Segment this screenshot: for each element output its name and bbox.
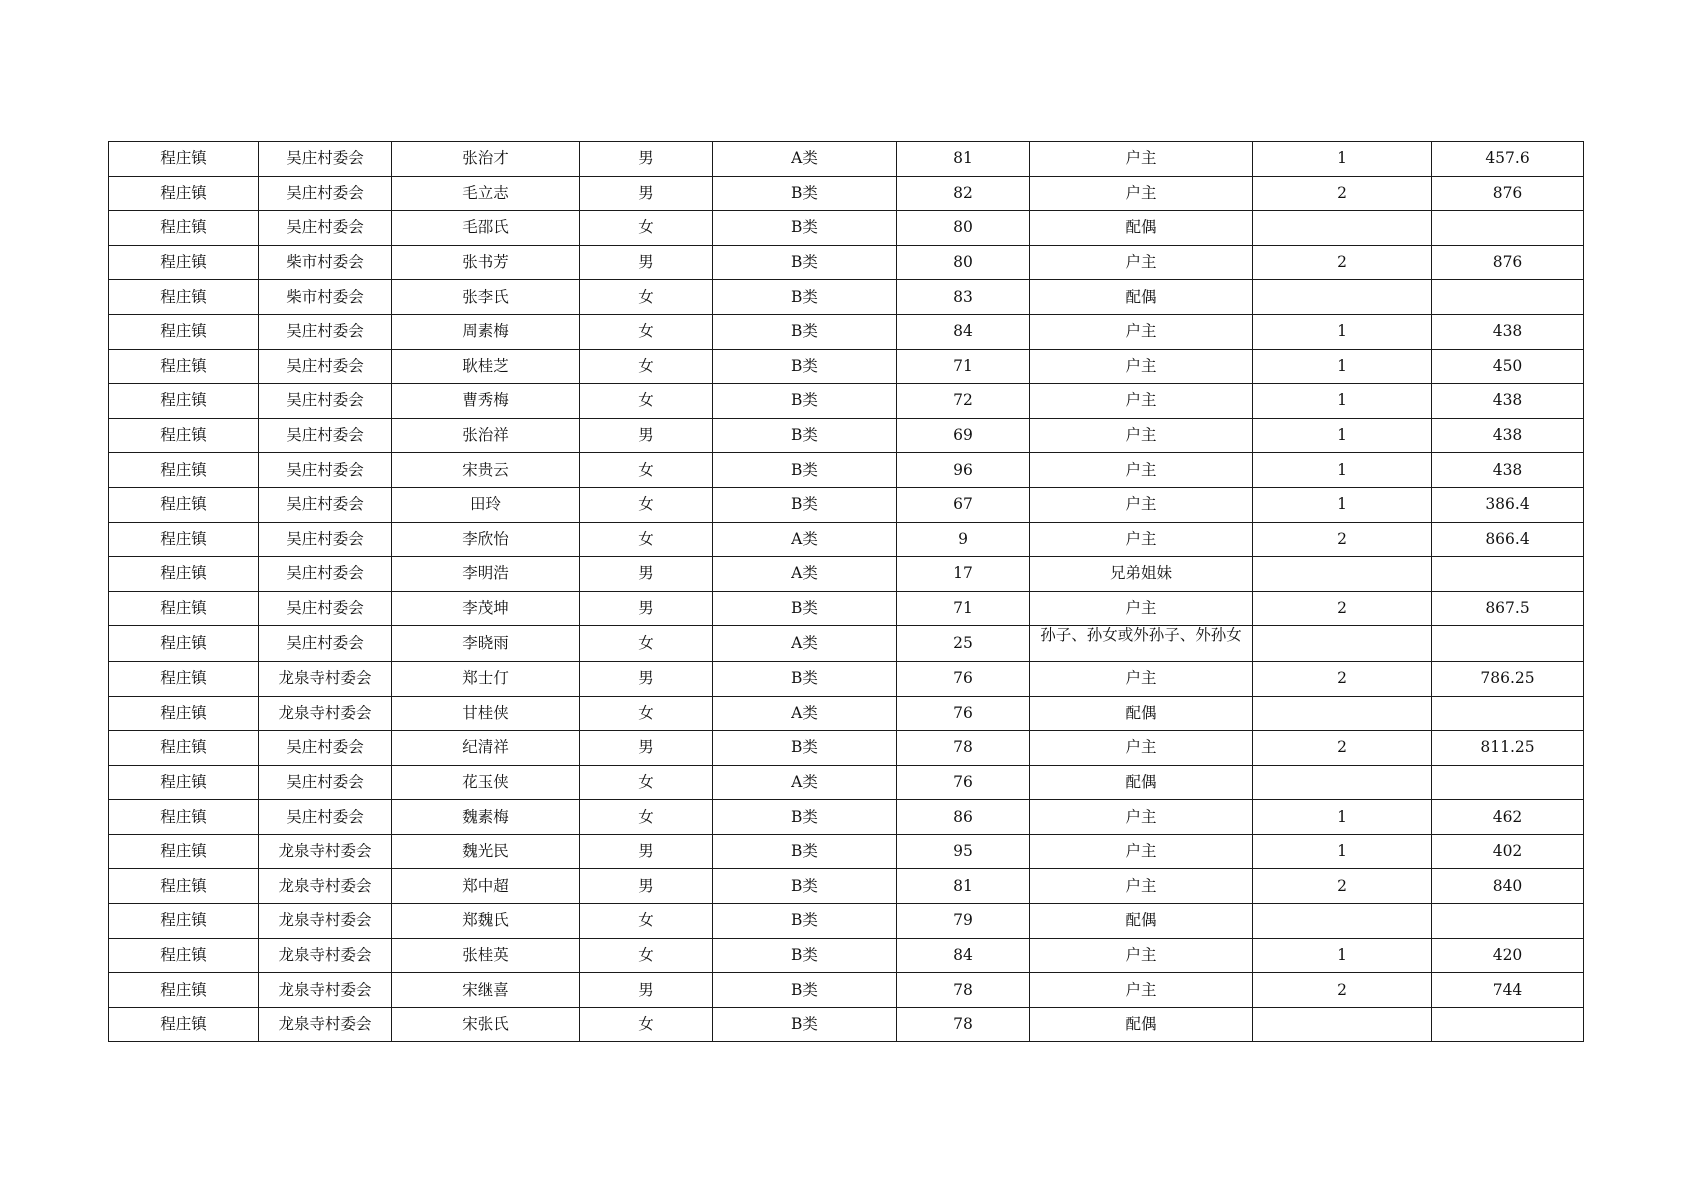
category-cell: A类 <box>713 626 897 662</box>
category-cell: B类 <box>713 834 897 869</box>
gender-cell: 女 <box>580 280 713 315</box>
amount-cell: 438 <box>1432 453 1584 488</box>
gender-cell: 男 <box>580 834 713 869</box>
category-cell: A类 <box>713 142 897 177</box>
town-cell: 程庄镇 <box>109 453 259 488</box>
gender-cell: 男 <box>580 661 713 696</box>
gender-cell: 女 <box>580 314 713 349</box>
table-row <box>109 522 1584 557</box>
relation-cell: 配偶 <box>1030 696 1253 731</box>
category-cell: B类 <box>713 731 897 766</box>
amount-cell: 420 <box>1432 938 1584 973</box>
gender-cell: 女 <box>580 765 713 800</box>
age-cell: 79 <box>897 904 1030 939</box>
gender-cell: 男 <box>580 245 713 280</box>
amount-cell: 866.4 <box>1432 522 1584 557</box>
name-cell: 宋贵云 <box>392 453 580 488</box>
name-cell: 宋张氏 <box>392 1007 580 1042</box>
household-size-cell: 1 <box>1253 384 1432 419</box>
gender-cell: 男 <box>580 973 713 1008</box>
category-cell: A类 <box>713 557 897 592</box>
age-cell: 81 <box>897 142 1030 177</box>
name-cell: 张治才 <box>392 142 580 177</box>
age-cell: 95 <box>897 834 1030 869</box>
gender-cell: 女 <box>580 800 713 835</box>
category-cell: B类 <box>713 176 897 211</box>
age-cell: 71 <box>897 349 1030 384</box>
relation-cell: 户主 <box>1030 591 1253 626</box>
gender-cell: 女 <box>580 384 713 419</box>
household-size-cell: 1 <box>1253 834 1432 869</box>
gender-cell: 男 <box>580 869 713 904</box>
category-cell: A类 <box>713 765 897 800</box>
age-cell: 86 <box>897 800 1030 835</box>
gender-cell: 女 <box>580 522 713 557</box>
age-cell: 82 <box>897 176 1030 211</box>
amount-cell <box>1432 904 1584 939</box>
amount-cell: 438 <box>1432 418 1584 453</box>
amount-cell: 811.25 <box>1432 731 1584 766</box>
relation-cell: 配偶 <box>1030 765 1253 800</box>
name-cell: 张桂英 <box>392 938 580 973</box>
gender-cell: 男 <box>580 591 713 626</box>
table-row <box>109 142 1584 177</box>
town-cell: 程庄镇 <box>109 522 259 557</box>
household-size-cell: 2 <box>1253 731 1432 766</box>
age-cell: 78 <box>897 731 1030 766</box>
household-size-cell <box>1253 904 1432 939</box>
town-cell: 程庄镇 <box>109 384 259 419</box>
table-row <box>109 869 1584 904</box>
age-cell: 67 <box>897 487 1030 522</box>
name-cell: 张治祥 <box>392 418 580 453</box>
household-size-cell <box>1253 1007 1432 1042</box>
relation-cell: 户主 <box>1030 384 1253 419</box>
age-cell: 9 <box>897 522 1030 557</box>
category-cell: B类 <box>713 800 897 835</box>
town-cell: 程庄镇 <box>109 869 259 904</box>
household-size-cell: 2 <box>1253 973 1432 1008</box>
village-committee-cell: 龙泉寺村委会 <box>259 696 392 731</box>
table-row <box>109 349 1584 384</box>
household-size-cell <box>1253 280 1432 315</box>
household-size-cell: 1 <box>1253 314 1432 349</box>
name-cell: 甘桂侠 <box>392 696 580 731</box>
category-cell: B类 <box>713 418 897 453</box>
amount-cell: 786.25 <box>1432 661 1584 696</box>
village-committee-cell: 龙泉寺村委会 <box>259 869 392 904</box>
gender-cell: 女 <box>580 211 713 246</box>
table-row <box>109 418 1584 453</box>
gender-cell: 女 <box>580 453 713 488</box>
name-cell: 曹秀梅 <box>392 384 580 419</box>
age-cell: 72 <box>897 384 1030 419</box>
relation-cell: 户主 <box>1030 176 1253 211</box>
town-cell: 程庄镇 <box>109 661 259 696</box>
amount-cell: 450 <box>1432 349 1584 384</box>
age-cell: 17 <box>897 557 1030 592</box>
table-row <box>109 1007 1584 1042</box>
category-cell: B类 <box>713 349 897 384</box>
table-row <box>109 245 1584 280</box>
town-cell: 程庄镇 <box>109 731 259 766</box>
amount-cell <box>1432 765 1584 800</box>
town-cell: 程庄镇 <box>109 314 259 349</box>
gender-cell: 女 <box>580 938 713 973</box>
category-cell: B类 <box>713 487 897 522</box>
name-cell: 郑士仃 <box>392 661 580 696</box>
village-committee-cell: 龙泉寺村委会 <box>259 904 392 939</box>
age-cell: 25 <box>897 626 1030 662</box>
table-row <box>109 626 1584 662</box>
village-committee-cell: 吴庄村委会 <box>259 418 392 453</box>
category-cell: B类 <box>713 869 897 904</box>
table-row <box>109 731 1584 766</box>
relation-cell: 户主 <box>1030 142 1253 177</box>
amount-cell <box>1432 280 1584 315</box>
age-cell: 76 <box>897 765 1030 800</box>
town-cell: 程庄镇 <box>109 557 259 592</box>
category-cell: B类 <box>713 384 897 419</box>
name-cell: 宋继喜 <box>392 973 580 1008</box>
town-cell: 程庄镇 <box>109 176 259 211</box>
town-cell: 程庄镇 <box>109 245 259 280</box>
village-committee-cell: 柴市村委会 <box>259 245 392 280</box>
village-committee-cell: 吴庄村委会 <box>259 384 392 419</box>
relation-cell: 户主 <box>1030 731 1253 766</box>
village-committee-cell: 吴庄村委会 <box>259 800 392 835</box>
household-size-cell: 1 <box>1253 142 1432 177</box>
gender-cell: 男 <box>580 142 713 177</box>
town-cell: 程庄镇 <box>109 834 259 869</box>
town-cell: 程庄镇 <box>109 487 259 522</box>
village-committee-cell: 龙泉寺村委会 <box>259 938 392 973</box>
town-cell: 程庄镇 <box>109 800 259 835</box>
category-cell: B类 <box>713 904 897 939</box>
amount-cell: 867.5 <box>1432 591 1584 626</box>
table-row <box>109 176 1584 211</box>
relation-cell: 兄弟姐妹 <box>1030 557 1253 592</box>
household-size-cell: 2 <box>1253 245 1432 280</box>
age-cell: 84 <box>897 314 1030 349</box>
name-cell: 花玉侠 <box>392 765 580 800</box>
table-row <box>109 280 1584 315</box>
household-size-cell: 2 <box>1253 661 1432 696</box>
village-committee-cell: 吴庄村委会 <box>259 626 392 662</box>
household-size-cell: 2 <box>1253 522 1432 557</box>
amount-cell <box>1432 211 1584 246</box>
household-size-cell: 1 <box>1253 418 1432 453</box>
name-cell: 李茂坤 <box>392 591 580 626</box>
amount-cell: 462 <box>1432 800 1584 835</box>
table-row <box>109 384 1584 419</box>
town-cell: 程庄镇 <box>109 418 259 453</box>
gender-cell: 女 <box>580 626 713 662</box>
household-size-cell: 1 <box>1253 938 1432 973</box>
town-cell: 程庄镇 <box>109 349 259 384</box>
age-cell: 84 <box>897 938 1030 973</box>
village-committee-cell: 吴庄村委会 <box>259 349 392 384</box>
table-row <box>109 453 1584 488</box>
category-cell: B类 <box>713 211 897 246</box>
category-cell: B类 <box>713 591 897 626</box>
household-size-cell: 1 <box>1253 453 1432 488</box>
town-cell: 程庄镇 <box>109 211 259 246</box>
household-size-cell: 2 <box>1253 591 1432 626</box>
village-committee-cell: 吴庄村委会 <box>259 765 392 800</box>
name-cell: 魏光民 <box>392 834 580 869</box>
household-size-cell: 1 <box>1253 349 1432 384</box>
amount-cell <box>1432 557 1584 592</box>
village-committee-cell: 吴庄村委会 <box>259 176 392 211</box>
household-size-cell <box>1253 211 1432 246</box>
amount-cell: 386.4 <box>1432 487 1584 522</box>
village-committee-cell: 吴庄村委会 <box>259 211 392 246</box>
amount-cell: 876 <box>1432 176 1584 211</box>
age-cell: 71 <box>897 591 1030 626</box>
table-row <box>109 211 1584 246</box>
relation-cell: 户主 <box>1030 869 1253 904</box>
town-cell: 程庄镇 <box>109 938 259 973</box>
relation-cell: 户主 <box>1030 973 1253 1008</box>
village-committee-cell: 龙泉寺村委会 <box>259 1007 392 1042</box>
table-row <box>109 557 1584 592</box>
household-size-cell <box>1253 557 1432 592</box>
household-size-cell <box>1253 765 1432 800</box>
relation-cell: 户主 <box>1030 245 1253 280</box>
relation-cell: 户主 <box>1030 938 1253 973</box>
table-row <box>109 938 1584 973</box>
village-committee-cell: 龙泉寺村委会 <box>259 834 392 869</box>
name-cell: 魏素梅 <box>392 800 580 835</box>
gender-cell: 男 <box>580 557 713 592</box>
table-row <box>109 591 1584 626</box>
table-row <box>109 696 1584 731</box>
household-size-cell: 1 <box>1253 487 1432 522</box>
gender-cell: 男 <box>580 418 713 453</box>
town-cell: 程庄镇 <box>109 142 259 177</box>
town-cell: 程庄镇 <box>109 765 259 800</box>
name-cell: 田玲 <box>392 487 580 522</box>
town-cell: 程庄镇 <box>109 591 259 626</box>
relation-cell: 配偶 <box>1030 904 1253 939</box>
age-cell: 83 <box>897 280 1030 315</box>
amount-cell <box>1432 626 1584 662</box>
relation-cell: 户主 <box>1030 453 1253 488</box>
relation-cell: 配偶 <box>1030 1007 1253 1042</box>
village-committee-cell: 吴庄村委会 <box>259 522 392 557</box>
category-cell: B类 <box>713 1007 897 1042</box>
amount-cell: 438 <box>1432 384 1584 419</box>
village-committee-cell: 柴市村委会 <box>259 280 392 315</box>
relation-cell: 户主 <box>1030 487 1253 522</box>
category-cell: A类 <box>713 696 897 731</box>
village-committee-cell: 吴庄村委会 <box>259 557 392 592</box>
name-cell: 李晓雨 <box>392 626 580 662</box>
relation-cell: 配偶 <box>1030 211 1253 246</box>
household-size-cell <box>1253 626 1432 662</box>
town-cell: 程庄镇 <box>109 696 259 731</box>
village-committee-cell: 吴庄村委会 <box>259 591 392 626</box>
gender-cell: 女 <box>580 904 713 939</box>
age-cell: 78 <box>897 1007 1030 1042</box>
table-row <box>109 765 1584 800</box>
village-committee-cell: 龙泉寺村委会 <box>259 661 392 696</box>
table-row <box>109 487 1584 522</box>
relation-cell: 户主 <box>1030 834 1253 869</box>
beneficiary-table <box>108 141 1584 1042</box>
relation-cell: 户主 <box>1030 349 1253 384</box>
village-committee-cell: 吴庄村委会 <box>259 731 392 766</box>
relation-cell: 孙子、孙女或外孙子、外孙女 <box>1030 626 1253 662</box>
age-cell: 81 <box>897 869 1030 904</box>
table-body <box>109 142 1584 1042</box>
household-size-cell: 1 <box>1253 800 1432 835</box>
village-committee-cell: 吴庄村委会 <box>259 487 392 522</box>
category-cell: B类 <box>713 661 897 696</box>
town-cell: 程庄镇 <box>109 626 259 662</box>
relation-cell: 户主 <box>1030 418 1253 453</box>
amount-cell: 744 <box>1432 973 1584 1008</box>
name-cell: 李明浩 <box>392 557 580 592</box>
age-cell: 69 <box>897 418 1030 453</box>
name-cell: 郑中超 <box>392 869 580 904</box>
age-cell: 76 <box>897 661 1030 696</box>
relation-cell: 户主 <box>1030 522 1253 557</box>
table-row <box>109 904 1584 939</box>
amount-cell: 402 <box>1432 834 1584 869</box>
relation-cell: 户主 <box>1030 661 1253 696</box>
village-committee-cell: 吴庄村委会 <box>259 142 392 177</box>
amount-cell: 876 <box>1432 245 1584 280</box>
table-row <box>109 314 1584 349</box>
age-cell: 78 <box>897 973 1030 1008</box>
table-row <box>109 800 1584 835</box>
age-cell: 96 <box>897 453 1030 488</box>
relation-cell: 配偶 <box>1030 280 1253 315</box>
name-cell: 毛立志 <box>392 176 580 211</box>
table-row <box>109 834 1584 869</box>
name-cell: 张书芳 <box>392 245 580 280</box>
gender-cell: 男 <box>580 731 713 766</box>
category-cell: B类 <box>713 314 897 349</box>
town-cell: 程庄镇 <box>109 1007 259 1042</box>
gender-cell: 女 <box>580 487 713 522</box>
town-cell: 程庄镇 <box>109 904 259 939</box>
category-cell: B类 <box>713 973 897 1008</box>
amount-cell <box>1432 696 1584 731</box>
village-committee-cell: 吴庄村委会 <box>259 453 392 488</box>
village-committee-cell: 龙泉寺村委会 <box>259 973 392 1008</box>
village-committee-cell: 吴庄村委会 <box>259 314 392 349</box>
category-cell: B类 <box>713 453 897 488</box>
age-cell: 80 <box>897 211 1030 246</box>
household-size-cell: 2 <box>1253 869 1432 904</box>
name-cell: 郑魏氏 <box>392 904 580 939</box>
relation-cell: 户主 <box>1030 800 1253 835</box>
name-cell: 毛邵氏 <box>392 211 580 246</box>
category-cell: B类 <box>713 938 897 973</box>
amount-cell: 457.6 <box>1432 142 1584 177</box>
table-row <box>109 661 1584 696</box>
town-cell: 程庄镇 <box>109 973 259 1008</box>
household-size-cell: 2 <box>1253 176 1432 211</box>
amount-cell: 438 <box>1432 314 1584 349</box>
name-cell: 纪清祥 <box>392 731 580 766</box>
age-cell: 80 <box>897 245 1030 280</box>
town-cell: 程庄镇 <box>109 280 259 315</box>
name-cell: 周素梅 <box>392 314 580 349</box>
amount-cell: 840 <box>1432 869 1584 904</box>
table-row <box>109 973 1584 1008</box>
gender-cell: 女 <box>580 1007 713 1042</box>
name-cell: 张李氏 <box>392 280 580 315</box>
name-cell: 耿桂芝 <box>392 349 580 384</box>
relation-cell: 户主 <box>1030 314 1253 349</box>
household-size-cell <box>1253 696 1432 731</box>
category-cell: B类 <box>713 280 897 315</box>
gender-cell: 女 <box>580 696 713 731</box>
amount-cell <box>1432 1007 1584 1042</box>
name-cell: 李欣怡 <box>392 522 580 557</box>
category-cell: B类 <box>713 245 897 280</box>
gender-cell: 女 <box>580 349 713 384</box>
category-cell: A类 <box>713 522 897 557</box>
age-cell: 76 <box>897 696 1030 731</box>
gender-cell: 男 <box>580 176 713 211</box>
